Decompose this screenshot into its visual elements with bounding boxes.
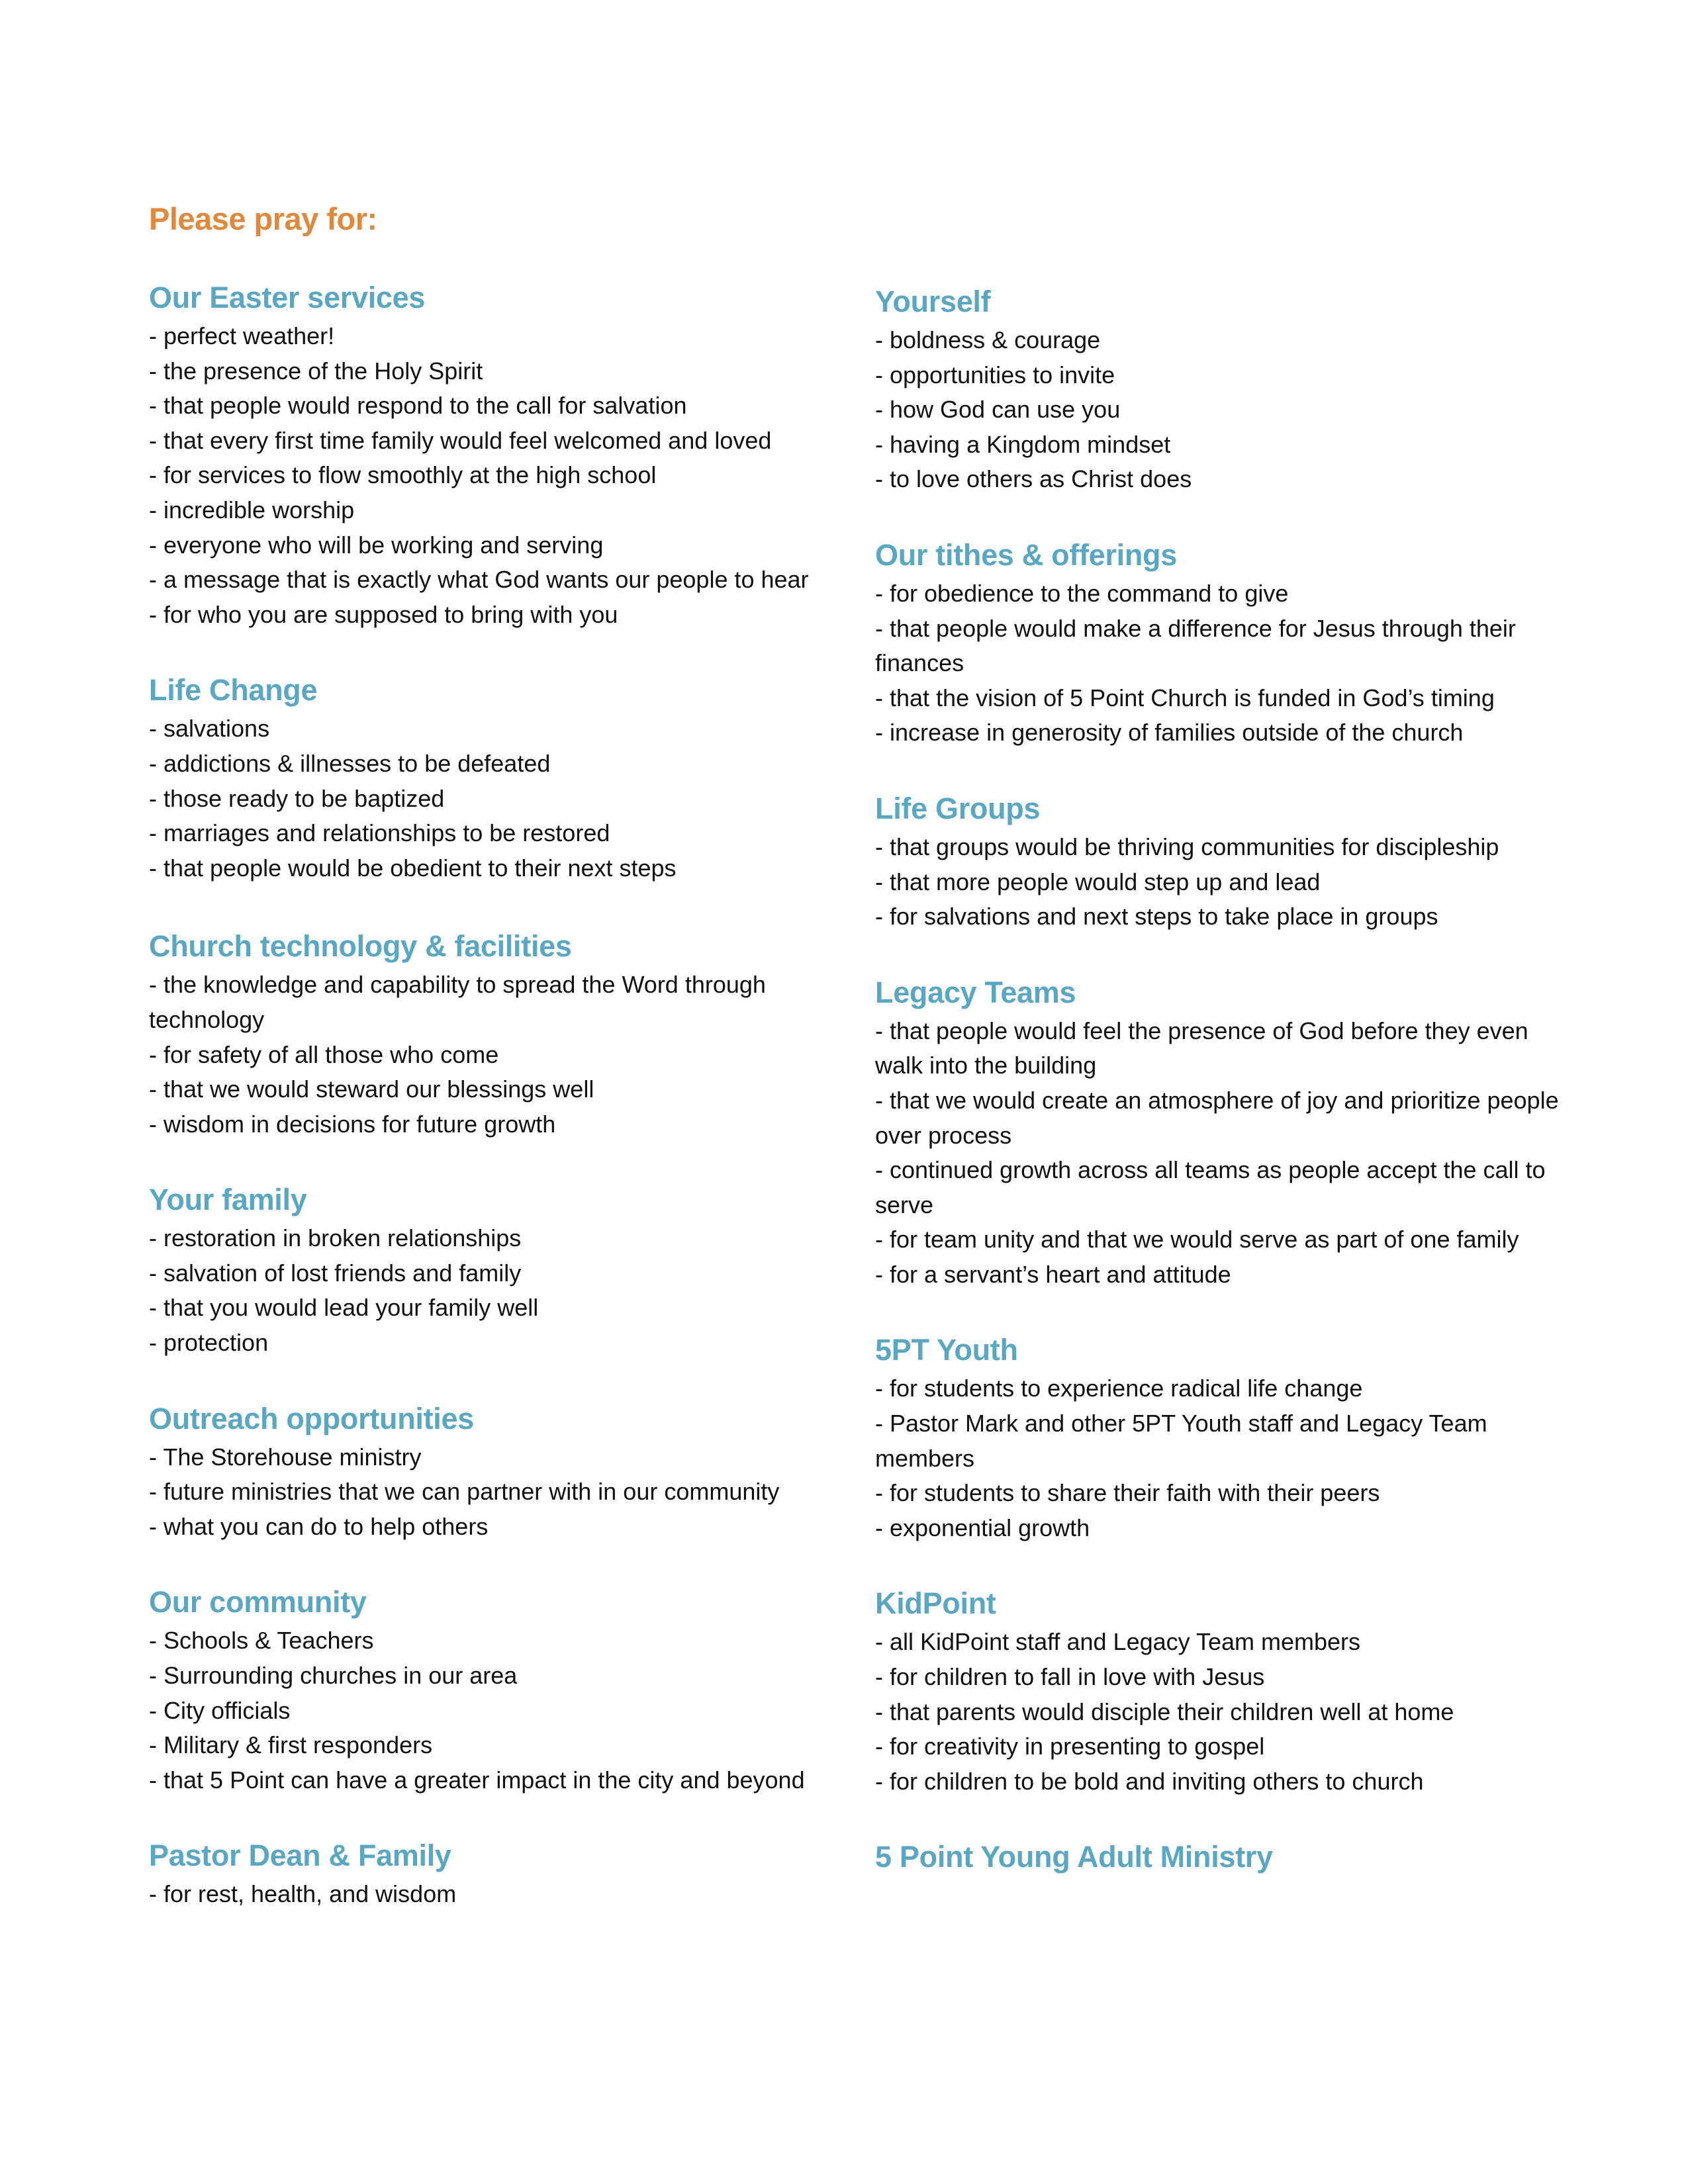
prayer-item: - for services to flow smoothly at the high school (149, 461, 657, 489)
prayer-item: - salvation of lost friends and family (149, 1259, 522, 1287)
section-title: Church technology & facilities (149, 929, 572, 964)
section-title: Your family (149, 1183, 307, 1217)
prayer-item: - the presence of the Holy Spirit (149, 357, 483, 385)
prayer-item: - that more people would step up and lead (875, 868, 1321, 895)
prayer-item: - that 5 Point can have a greater impact in the city and beyond (149, 1766, 805, 1794)
left-column (149, 277, 837, 1912)
section-title: 5 Point Young Adult Ministry (875, 1840, 1273, 1874)
section-pastor-dean (149, 1835, 837, 1912)
section-title: Life Change (149, 673, 318, 707)
prayer-item: - marriages and relationships to be restored (149, 819, 610, 847)
prayer-item: - for students to experience radical life change (875, 1375, 1363, 1402)
prayer-item: - that groups would be thriving communities for discipleship (875, 833, 1499, 860)
section-legacy-teams (875, 972, 1564, 1293)
prayer-item: - those ready to be baptized (149, 784, 445, 812)
section-title: 5PT Youth (875, 1333, 1018, 1367)
prayer-item: - future ministries that we can partner with in our community (149, 1478, 780, 1506)
section-yourself (875, 281, 1564, 497)
section-young-adult-ministry (875, 1836, 1564, 1878)
prayer-item: - for salvations and next steps to take place in groups (875, 903, 1438, 931)
prayer-list (149, 319, 837, 632)
prayer-item: - incredible worship (149, 496, 355, 523)
prayer-item: - increase in generosity of families outside of the church (875, 719, 1464, 747)
prayer-item: - having a Kingdom mindset (875, 430, 1171, 458)
section-your-family (149, 1179, 837, 1360)
section-life-groups (875, 788, 1564, 934)
prayer-item: - perfect weather! (149, 322, 335, 349)
prayer-list (149, 1221, 837, 1360)
prayer-list (149, 1623, 837, 1797)
prayer-item: - restoration in broken relationships (149, 1224, 522, 1252)
prayer-item: - for children to fall in love with Jesus (875, 1663, 1265, 1691)
prayer-item: - that the vision of 5 Point Church is funded in God’s timing (875, 684, 1495, 711)
section-5pt-youth (875, 1329, 1564, 1545)
prayer-list (875, 1625, 1564, 1799)
prayer-item: - City officials (149, 1696, 291, 1724)
prayer-item: - the knowledge and capability to spread the Word through technology (149, 971, 766, 1033)
prayer-item: - that we would create an atmosphere of joy and prioritize people over process (875, 1086, 1559, 1149)
prayer-item: - that people would feel the presence of God before they even walk into the building (875, 1017, 1528, 1079)
section-life-change (149, 669, 837, 886)
prayer-item: - what you can do to help others (149, 1512, 489, 1540)
prayer-item: - that we would steward our blessings well (149, 1075, 594, 1103)
prayer-item: - boldness & courage (875, 326, 1101, 353)
prayer-item: - for safety of all those who come (149, 1040, 499, 1068)
section-tithes-offerings (875, 534, 1564, 751)
section-our-community (149, 1581, 837, 1797)
prayer-item: - to love others as Christ does (875, 465, 1192, 493)
right-column (875, 281, 1564, 1878)
prayer-item: - that you would lead your family well (149, 1294, 539, 1322)
prayer-item: - opportunities to invite (875, 361, 1115, 388)
prayer-list (149, 1440, 837, 1545)
section-title: Pastor Dean & Family (149, 1839, 451, 1873)
prayer-item: - exponential growth (875, 1514, 1090, 1541)
section-title: Outreach opportunities (149, 1401, 474, 1435)
prayer-item: - Surrounding churches in our area (149, 1662, 518, 1690)
prayer-item: - how God can use you (875, 396, 1121, 424)
prayer-item: - for who you are supposed to bring with you (149, 600, 618, 628)
section-outreach (149, 1398, 837, 1545)
prayer-item: - salvations (149, 715, 270, 743)
prayer-item: - for children to be bold and inviting others to church (875, 1767, 1424, 1795)
prayer-item: - addictions & illnesses to be defeated (149, 749, 551, 777)
prayer-item: - that parents would disciple their children well at home (875, 1698, 1454, 1725)
prayer-list (875, 1371, 1564, 1545)
prayer-item: - all KidPoint staff and Legacy Team members (875, 1628, 1361, 1656)
prayer-list (875, 323, 1564, 497)
section-title: Our community (149, 1585, 367, 1619)
section-title: Yourself (875, 285, 991, 318)
section-title: Legacy Teams (875, 975, 1076, 1009)
section-title: Life Groups (875, 791, 1041, 825)
prayer-item: - protection (149, 1329, 269, 1357)
prayer-item: - a message that is exactly what God wants our people to hear (149, 566, 809, 594)
prayer-item: - that every first time family would feel welcomed and loved (149, 426, 772, 454)
prayer-list (875, 576, 1564, 751)
prayer-list (875, 1014, 1564, 1293)
prayer-item: - that people would make a difference for Jesus through their finances (875, 614, 1516, 677)
section-easter-services (149, 277, 837, 632)
prayer-list (149, 711, 837, 886)
prayer-item: - everyone who will be working and serving (149, 531, 604, 559)
section-title: Our tithes & offerings (875, 537, 1177, 572)
prayer-item: - for rest, health, and wisdom (149, 1880, 457, 1908)
prayer-item: - for creativity in presenting to gospel (875, 1733, 1265, 1760)
prayer-item: - The Storehouse ministry (149, 1443, 422, 1471)
prayer-item: - continued growth across all teams as people accept the call to serve (875, 1156, 1546, 1218)
section-title: Our Easter services (149, 281, 426, 314)
prayer-list (149, 1877, 837, 1912)
prayer-item: - Pastor Mark and other 5PT Youth staff and Legacy Team members (875, 1410, 1487, 1472)
prayer-list (149, 968, 837, 1142)
prayer-item: - Military & first responders (149, 1731, 433, 1759)
prayer-item: - Schools & Teachers (149, 1627, 374, 1655)
section-title: KidPoint (875, 1586, 996, 1621)
section-kidpoint (875, 1582, 1564, 1799)
prayer-item: - that people would be obedient to their next steps (149, 854, 677, 882)
prayer-item: - for team unity and that we would serve as part of one family (875, 1226, 1519, 1253)
prayer-list (875, 830, 1564, 934)
prayer-item: - for obedience to the command to give (875, 579, 1289, 607)
page-heading: Please pray for: (149, 201, 377, 236)
prayer-item: - for a servant’s heart and attitude (875, 1260, 1231, 1288)
prayer-item: - that people would respond to the call for salvation (149, 392, 687, 420)
prayer-item: - for students to share their faith with their peers (875, 1479, 1380, 1507)
prayer-item: - wisdom in decisions for future growth (149, 1110, 556, 1138)
section-church-technology (149, 925, 837, 1142)
